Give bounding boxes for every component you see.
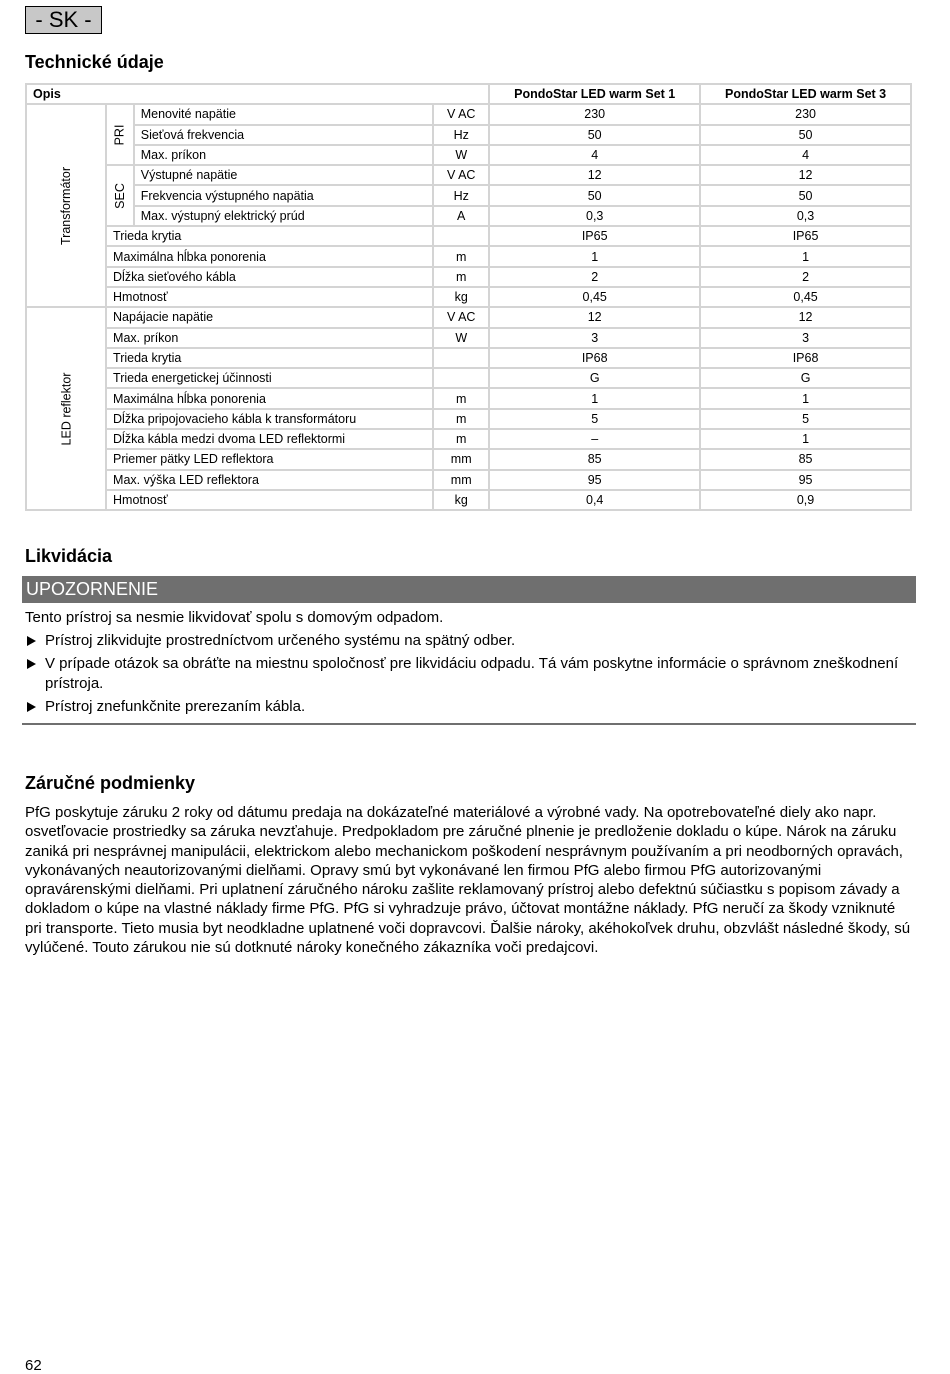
row-value-set-3: 50 xyxy=(700,185,911,205)
header-opis: Opis xyxy=(26,84,489,104)
row-label: Napájacie napätie xyxy=(106,307,433,327)
table-row xyxy=(26,368,911,388)
row-label: Max. výstupný elektrický prúd xyxy=(134,206,433,226)
row-label: Dĺžka pripojovacieho kábla k transformátoru xyxy=(106,409,433,429)
row-value-set-3: 50 xyxy=(700,125,911,145)
row-label: Výstupné napätie xyxy=(134,165,433,185)
notice-bottom-rule xyxy=(22,723,916,725)
row-value-set-1: 1 xyxy=(489,246,700,266)
row-value-set-1: 230 xyxy=(489,104,700,124)
notice-bullet xyxy=(25,697,915,717)
row-unit: m xyxy=(433,429,489,449)
table-row xyxy=(26,104,911,124)
row-label: Max. príkon xyxy=(106,328,433,348)
row-value-set-1: 0,4 xyxy=(489,490,700,510)
row-value-set-1: 50 xyxy=(489,185,700,205)
notice-bullet xyxy=(25,654,915,694)
row-label: Maximálna hĺbka ponorenia xyxy=(106,388,433,408)
row-unit: Hz xyxy=(433,185,489,205)
row-label: Hmotnosť xyxy=(106,490,433,510)
row-label: Frekvencia výstupného napätia xyxy=(134,185,433,205)
row-value-set-1: IP65 xyxy=(489,226,700,246)
table-row xyxy=(26,328,911,348)
notice-title-bar: UPOZORNENIE xyxy=(22,576,916,603)
subgroup-label-pri: PRI xyxy=(106,104,134,165)
table-row xyxy=(26,490,911,510)
row-unit: mm xyxy=(433,449,489,469)
notice-bullet-text: Prístroj zlikvidujte prostredníctvom určeného systému na spätný odber. xyxy=(45,632,516,649)
table-row xyxy=(26,470,911,490)
row-value-set-3: 12 xyxy=(700,165,911,185)
row-value-set-1: 1 xyxy=(489,388,700,408)
row-value-set-1: 85 xyxy=(489,449,700,469)
row-unit xyxy=(433,348,489,368)
row-value-set-1: 12 xyxy=(489,307,700,327)
row-unit: m xyxy=(433,409,489,429)
header-set-1: PondoStar LED warm Set 1 xyxy=(489,84,700,104)
row-value-set-3: 1 xyxy=(700,429,911,449)
row-value-set-3: 85 xyxy=(700,449,911,469)
row-value-set-3: 4 xyxy=(700,145,911,165)
row-label: Max. príkon xyxy=(134,145,433,165)
row-label: Sieťová frekvencia xyxy=(134,125,433,145)
row-unit: V AC xyxy=(433,165,489,185)
row-unit: A xyxy=(433,206,489,226)
row-value-set-3: 230 xyxy=(700,104,911,124)
row-value-set-3: 0,9 xyxy=(700,490,911,510)
row-value-set-3: 95 xyxy=(700,470,911,490)
row-label: Priemer pätky LED reflektora xyxy=(106,449,433,469)
table-row xyxy=(26,388,911,408)
row-label: Max. výška LED reflektora xyxy=(106,470,433,490)
group-label-transformer: Transformátor xyxy=(26,104,106,307)
section-heading-technical-data: Technické údaje xyxy=(25,52,164,72)
row-value-set-1: 12 xyxy=(489,165,700,185)
technical-data-table xyxy=(25,83,912,511)
header-set-3: PondoStar LED warm Set 3 xyxy=(700,84,911,104)
row-unit: m xyxy=(433,267,489,287)
row-label: Trieda krytia xyxy=(106,348,433,368)
table-row xyxy=(26,409,911,429)
row-value-set-1: 2 xyxy=(489,267,700,287)
row-unit: m xyxy=(433,388,489,408)
notice-bullet-text: V prípade otázok sa obráťte na miestnu spoločnosť pre likvidáciu odpadu. Tá vám poskytne informácie o správnom zneškodnení prístroja. xyxy=(45,655,899,692)
notice-bullet-text: Prístroj znefunkčnite prerezaním kábla. xyxy=(45,698,306,715)
row-value-set-1: 4 xyxy=(489,145,700,165)
row-value-set-1: – xyxy=(489,429,700,449)
row-value-set-3: G xyxy=(700,368,911,388)
row-unit xyxy=(433,368,489,388)
row-value-set-3: 1 xyxy=(700,246,911,266)
row-unit: W xyxy=(433,145,489,165)
notice-intro: Tento prístroj sa nesmie likvidovať spolu s domovým odpadom. xyxy=(25,609,444,626)
triangle-bullet-icon xyxy=(25,697,45,717)
row-value-set-1: IP68 xyxy=(489,348,700,368)
table-row xyxy=(26,348,911,368)
row-label: Dĺžka kábla medzi dvoma LED reflektormi xyxy=(106,429,433,449)
section-heading-warranty: Záručné podmienky xyxy=(25,773,196,793)
table-row xyxy=(26,267,911,287)
row-unit: kg xyxy=(433,490,489,510)
row-value-set-3: 12 xyxy=(700,307,911,327)
row-value-set-3: IP65 xyxy=(700,226,911,246)
table-row xyxy=(26,226,911,246)
table-row xyxy=(26,287,911,307)
table-row xyxy=(26,449,911,469)
table-row xyxy=(26,125,911,145)
row-value-set-3: 0,45 xyxy=(700,287,911,307)
table-row xyxy=(26,429,911,449)
table-row xyxy=(26,185,911,205)
row-value-set-3: 3 xyxy=(700,328,911,348)
triangle-bullet-icon xyxy=(25,631,45,651)
row-unit: mm xyxy=(433,470,489,490)
row-value-set-3: 0,3 xyxy=(700,206,911,226)
triangle-bullet-icon xyxy=(25,654,45,694)
row-unit xyxy=(433,226,489,246)
row-value-set-1: 50 xyxy=(489,125,700,145)
row-label: Dĺžka sieťového kábla xyxy=(106,267,433,287)
row-value-set-3: IP68 xyxy=(700,348,911,368)
language-badge: - SK - xyxy=(25,6,102,34)
warranty-paragraph: PfG poskytuje záruku 2 roky od dátumu predaja na dokázateľné materiálové a výrobné vady. Na opotrebovateľné diely ako napr. osvetľovacie prostriedky sa záruka nevzťahuje. Predpokladom pre záručné plnenie je predloženie dokladu o kúpe. Nárok na záruku zaniká pri nesprávnej manipulácii, elektrickom alebo mechanickom poškodení nesprávnym používaním a pri neodborných opravách, vykonávaných neautorizovanými dielňami. Opravy smú byt vykonávané len firmou PfG alebo firmou PfG autorizovanými opravárenskými dielňami. Pri uplatnení záručného nároku zašlite reklamovaný prístroj alebo defektnú súčiastku s popisom závady a dokladom o kúpe na vlastné náklady firme PfG. PfG si vyhradzuje právo, účtovat montážne náklady. PfG neručí za škody vzniknuté pri transporte. Tieto musia byt neodkladne uplatnené voči dopravcovi. Ďalšie nároky, akéhokoľvek druhu, obzvlášt následné škody, sú vylúčené. Touto zárukou nie sú dotknuté nároky konečného zákazníka voči predajcovi. xyxy=(25,804,911,957)
notice-body xyxy=(25,608,915,720)
row-unit: V AC xyxy=(433,307,489,327)
table-header-row xyxy=(26,84,911,104)
row-label: Trieda energetickej účinnosti xyxy=(106,368,433,388)
row-unit: W xyxy=(433,328,489,348)
row-unit: m xyxy=(433,246,489,266)
section-heading-disposal: Likvidácia xyxy=(25,546,113,566)
row-value-set-1: 5 xyxy=(489,409,700,429)
row-value-set-3: 1 xyxy=(700,388,911,408)
table-row xyxy=(26,307,911,327)
row-label: Maximálna hĺbka ponorenia xyxy=(106,246,433,266)
row-value-set-3: 2 xyxy=(700,267,911,287)
table-row xyxy=(26,145,911,165)
row-value-set-1: 0,45 xyxy=(489,287,700,307)
page-number: 62 xyxy=(25,1357,42,1374)
table-row xyxy=(26,206,911,226)
row-value-set-1: 95 xyxy=(489,470,700,490)
row-value-set-1: G xyxy=(489,368,700,388)
row-value-set-3: 5 xyxy=(700,409,911,429)
table-row xyxy=(26,246,911,266)
row-value-set-1: 3 xyxy=(489,328,700,348)
row-unit: Hz xyxy=(433,125,489,145)
row-value-set-1: 0,3 xyxy=(489,206,700,226)
row-unit: V AC xyxy=(433,104,489,124)
table-row xyxy=(26,165,911,185)
row-label: Trieda krytia xyxy=(106,226,433,246)
group-label-led-reflector: LED reflektor xyxy=(26,307,106,510)
row-unit: kg xyxy=(433,287,489,307)
row-label: Hmotnosť xyxy=(106,287,433,307)
subgroup-label-sec: SEC xyxy=(106,165,134,226)
row-label: Menovité napätie xyxy=(134,104,433,124)
notice-bullet xyxy=(25,631,915,651)
